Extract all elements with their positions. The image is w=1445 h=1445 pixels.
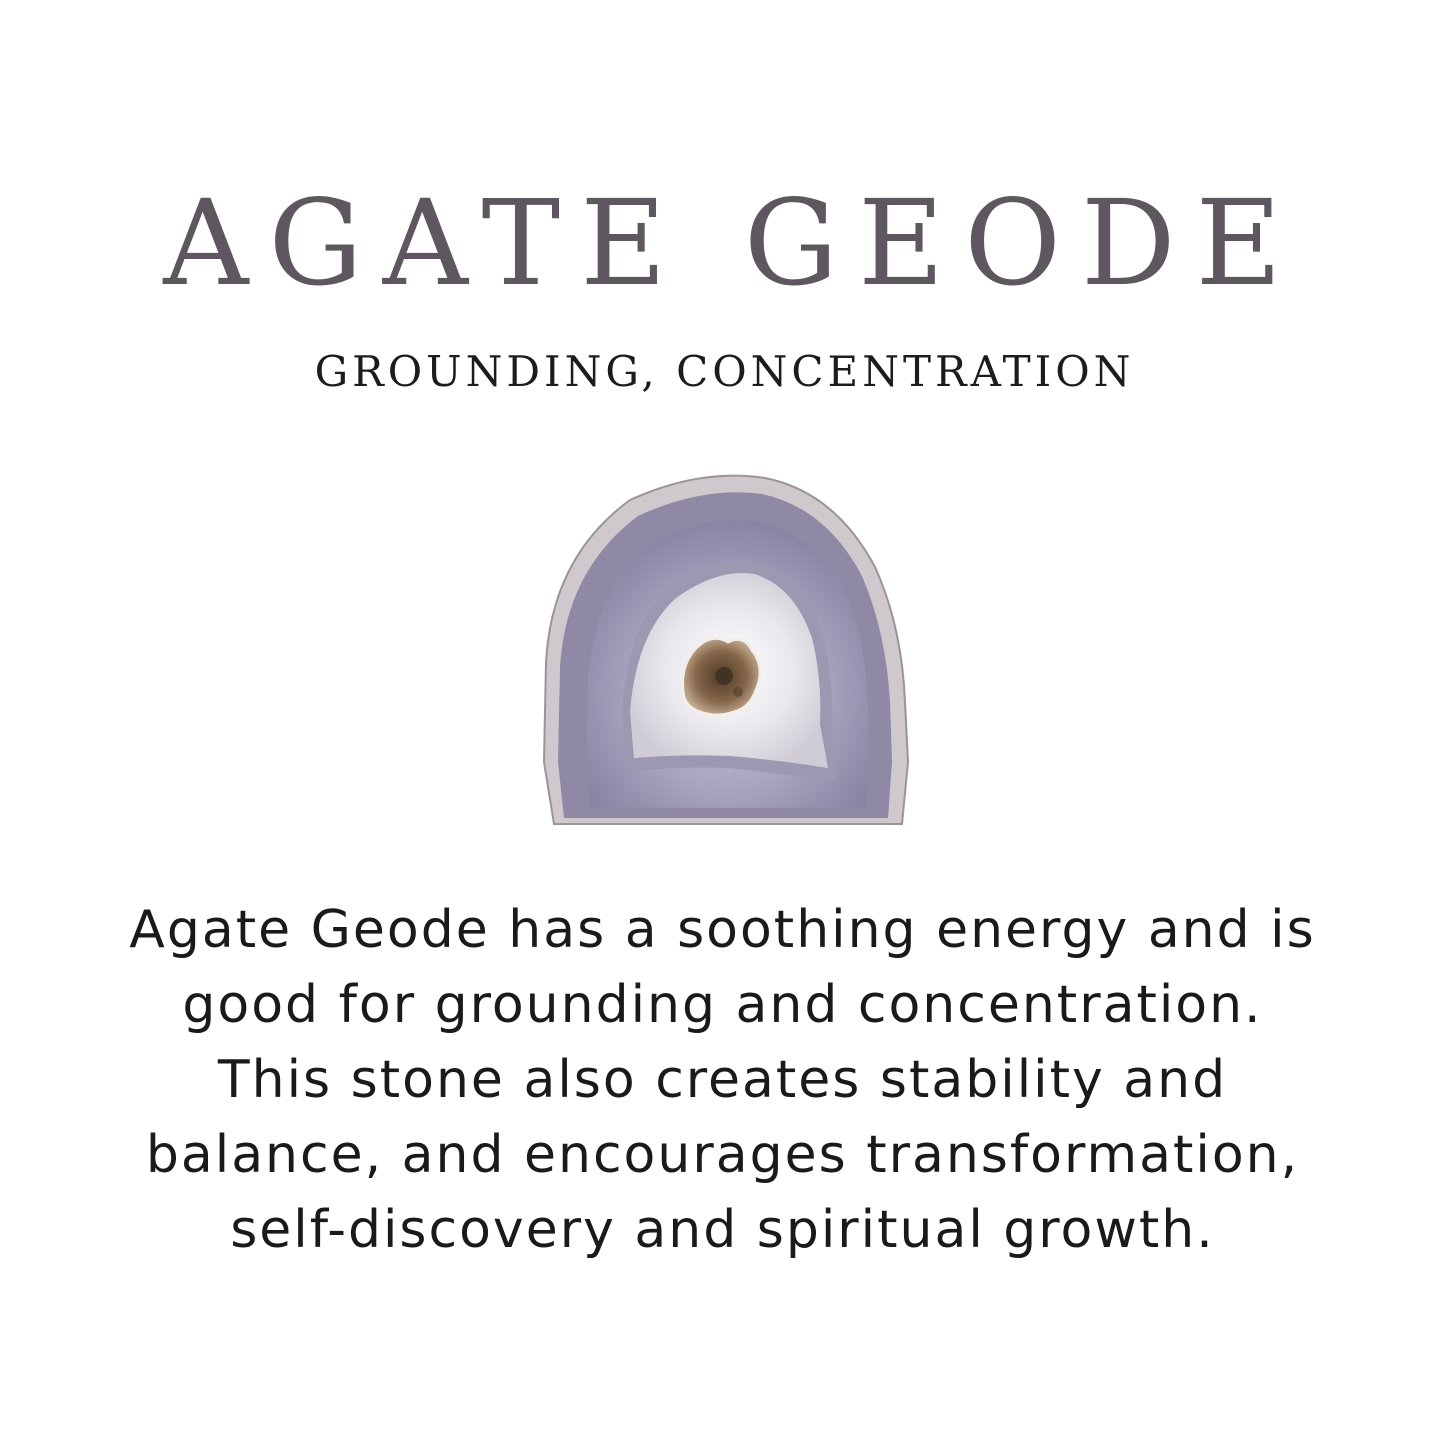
stone-description: Agate Geode has a soothing energy and is good for grounding and concentration. This stone also creates stability and balance, and encourages transformation, self-discovery and spiritual growth.: [129, 900, 1316, 1260]
agate-geode-slice-icon: [530, 462, 920, 834]
stone-properties-subtitle: GROUNDING, CONCENTRATION: [314, 347, 1135, 396]
page-title: AGATE GEODE: [163, 174, 1302, 312]
agate-geode-image: [530, 462, 920, 834]
